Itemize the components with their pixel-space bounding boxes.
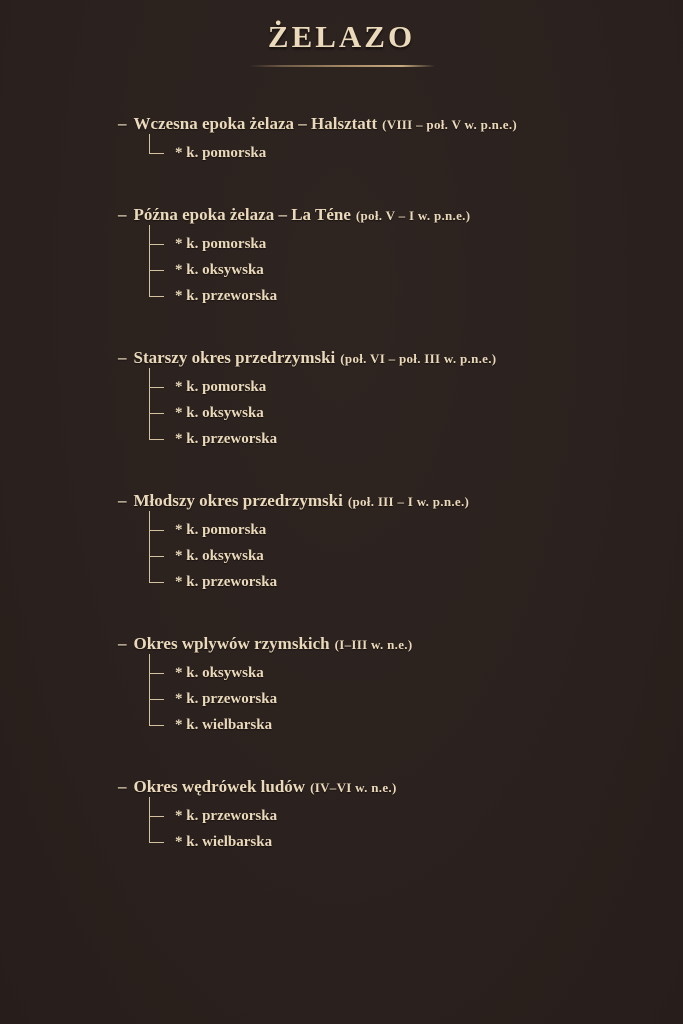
- period-section: [118, 633, 683, 738]
- section-period: (poł. V – I w. p.n.e.): [355, 208, 471, 223]
- culture-list: [149, 803, 683, 855]
- chronology-tree: [0, 67, 683, 855]
- period-section: [118, 204, 683, 309]
- section-heading: [118, 347, 683, 370]
- section-dash: –: [118, 348, 127, 367]
- section-period: (IV–VI w. n.e.): [310, 780, 397, 795]
- period-section: [118, 347, 683, 452]
- culture-item: * k. oksywska: [149, 543, 683, 569]
- section-period: (poł. VI – poł. III w. p.n.e.): [340, 351, 497, 366]
- culture-list: [149, 374, 683, 452]
- culture-item: * k. przeworska: [149, 426, 683, 452]
- culture-item: * k. przeworska: [149, 686, 683, 712]
- section-label: Starszy okres przedrzymski: [133, 348, 336, 367]
- period-section: [118, 776, 683, 855]
- section-heading: [118, 490, 683, 513]
- section-period: (VIII – poł. V w. p.n.e.): [382, 117, 518, 132]
- culture-item: * k. pomorska: [149, 374, 683, 400]
- section-heading: [118, 204, 683, 227]
- section-dash: –: [118, 205, 127, 224]
- culture-list: [149, 231, 683, 309]
- culture-item: * k. pomorska: [149, 231, 683, 257]
- section-dash: –: [118, 634, 127, 653]
- section-heading: [118, 776, 683, 799]
- section-dash: –: [118, 777, 127, 796]
- culture-item: * k. wielbarska: [149, 712, 683, 738]
- culture-list: [149, 517, 683, 595]
- culture-item: * k. pomorska: [149, 140, 683, 166]
- section-period: (I–III w. n.e.): [334, 637, 413, 652]
- section-period: (poł. III – I w. p.n.e.): [347, 494, 470, 509]
- section-label: Późna epoka żelaza – La Téne: [133, 205, 351, 224]
- period-section: [118, 490, 683, 595]
- culture-item: * k. przeworska: [149, 569, 683, 595]
- culture-item: * k. oksywska: [149, 400, 683, 426]
- culture-list: [149, 660, 683, 738]
- culture-item: * k. przeworska: [149, 803, 683, 829]
- culture-item: * k. oksywska: [149, 660, 683, 686]
- culture-item: * k. oksywska: [149, 257, 683, 283]
- section-dash: –: [118, 491, 127, 510]
- page-header: [0, 0, 683, 67]
- section-heading: [118, 633, 683, 656]
- section-label: Okres wędrówek ludów: [133, 777, 306, 796]
- period-section: [118, 113, 683, 166]
- page-title: ŻELAZO: [267, 19, 416, 54]
- culture-item: * k. przeworska: [149, 283, 683, 309]
- section-label: Wczesna epoka żelaza – Halsztatt: [133, 114, 378, 133]
- culture-item: * k. wielbarska: [149, 829, 683, 855]
- section-label: Okres wplywów rzymskich: [133, 634, 330, 653]
- culture-item: * k. pomorska: [149, 517, 683, 543]
- section-heading: [118, 113, 683, 136]
- culture-list: [149, 140, 683, 166]
- section-label: Młodszy okres przedrzymski: [133, 491, 343, 510]
- section-dash: –: [118, 114, 127, 133]
